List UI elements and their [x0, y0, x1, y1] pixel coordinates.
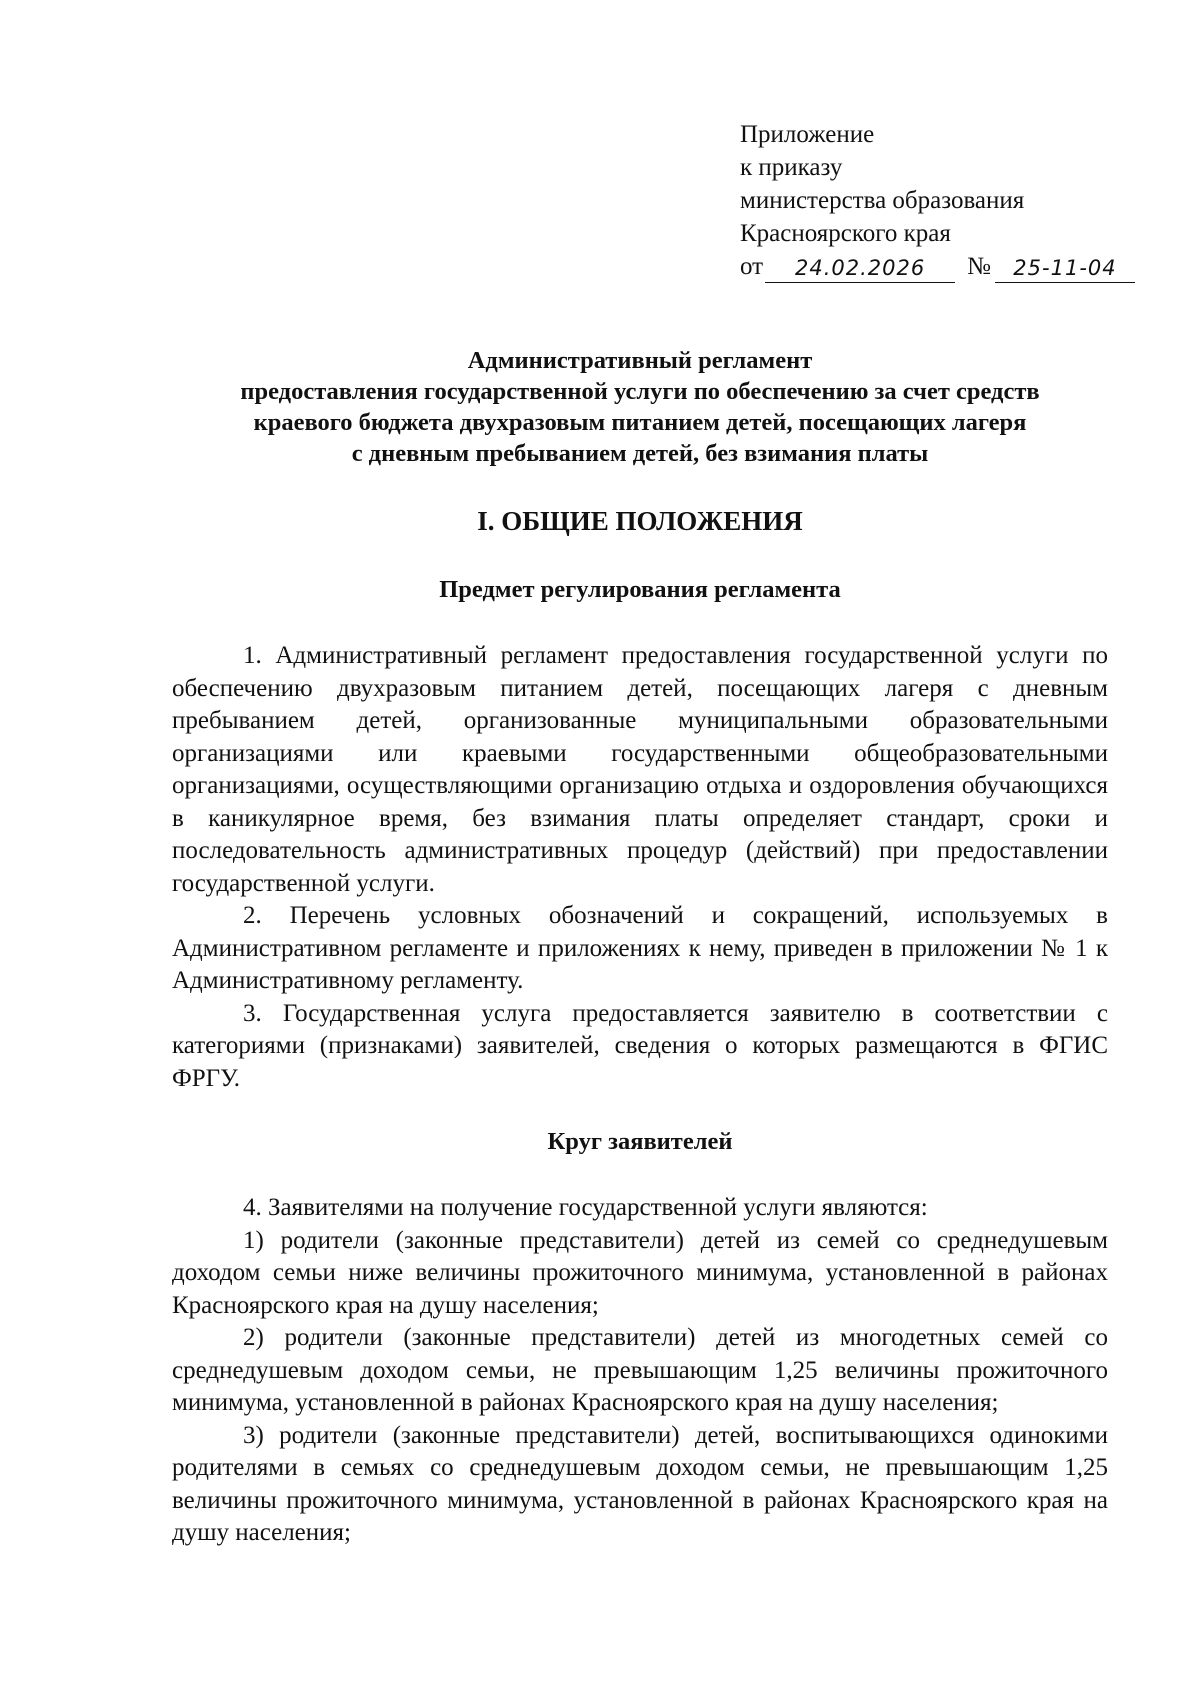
number-prefix: № — [967, 253, 991, 280]
approval-block — [740, 118, 1140, 283]
order-number: 25-11-04 — [995, 254, 1135, 283]
paragraph: 1. Административный регламент предоставления государственной услуги по обеспечению двухразовым питанием детей, посещающих лагеря с дневным пребыванием детей, организованные муниципальными образовательными организациями или краевыми государственными общеобразовательными организациями, осуществляющими организацию отдыха и оздоровления обучающихся в каникулярное время, без взимания платы определяет стандарт, сроки и последовательность административных процедур (действий) при предоставлении государственной услуги. — [172, 642, 1108, 897]
title-line: предоставления государственной услуги по обеспечению за счет средств — [240, 378, 1040, 405]
subsection-heading: Круг заявителей — [547, 1128, 733, 1155]
title-line: краевого бюджета двухразовым питанием детей, посещающих лагеря — [253, 409, 1027, 436]
paragraph: 3. Государственная услуга предоставляется заявителю в соответствии с категориями (признаками) заявителей, сведения о которых размещаются в ФГИС ФРГУ. — [172, 999, 1108, 1092]
date-prefix: от — [740, 253, 764, 280]
paragraph: 3) родители (законные представители) детей, воспитывающихся одинокими родителями в семьях со среднедушевым доходом семьи, не превышающим 1,25 величины прожиточного минимума, установленной в районах Красноярского края на душу населения; — [172, 1421, 1108, 1546]
title-line: с дневным пребыванием детей, без взимания платы — [351, 440, 929, 467]
subsection-body — [172, 1192, 1108, 1550]
document-title — [170, 345, 1110, 469]
order-date-number-line — [740, 250, 1140, 283]
order-date: 24.02.2026 — [765, 254, 955, 283]
section-heading: I. ОБЩИЕ ПОЛОЖЕНИЯ — [477, 506, 803, 536]
subsection-heading: Предмет регулирования регламента — [439, 576, 841, 603]
approval-line: Приложение — [740, 121, 875, 148]
subsection-body — [172, 640, 1108, 1095]
approval-line: министерства образования — [740, 187, 1025, 214]
paragraph: 4. Заявителями на получение государственной услуги являются: — [243, 1194, 928, 1221]
paragraph: 2) родители (законные представители) детей из многодетных семей со среднедушевым доходом семьи, не превышающим 1,25 величины прожиточного минимума, установленной в районах Красноярского края на душу населения; — [172, 1324, 1108, 1416]
title-line: Административный регламент — [467, 347, 813, 374]
paragraph: 1) родители (законные представители) детей из семей со среднедушевым доходом семьи ниже величины прожиточного минимума, установленной в районах Красноярского края на душу населения; — [172, 1226, 1108, 1319]
paragraph: 2. Перечень условных обозначений и сокращений, используемых в Административном регламенте и приложениях к нему, приведен в приложении № 1 к Административному регламенту. — [172, 902, 1108, 994]
approval-line: к приказу — [740, 154, 843, 181]
approval-line: Красноярского края — [740, 220, 951, 247]
